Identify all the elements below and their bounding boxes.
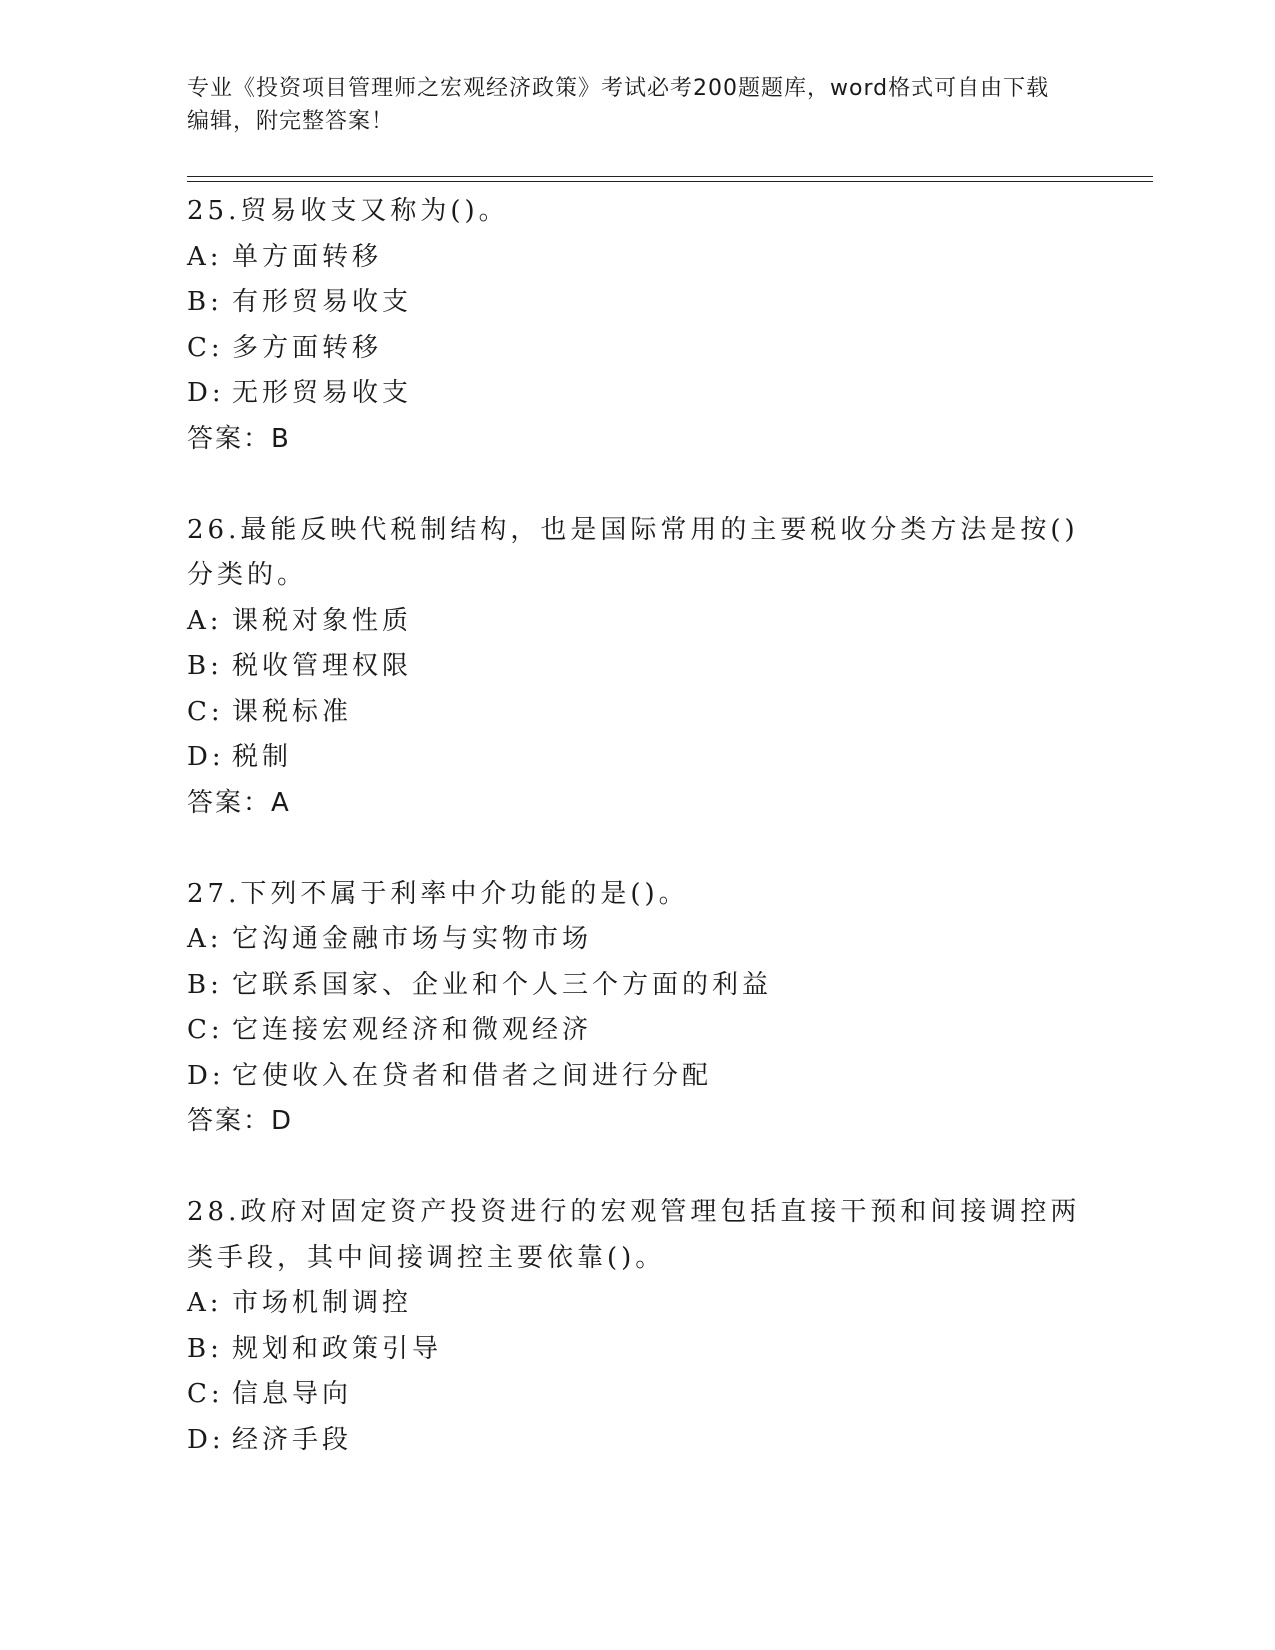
answer-line: 答案：D (187, 1106, 294, 1136)
option-text: 课税对象性质 (232, 605, 413, 636)
option-key: A: (187, 924, 223, 954)
question-block (187, 508, 1087, 827)
option-d (187, 735, 1087, 781)
option-text: 单方面转移 (232, 241, 383, 272)
option-text: 经济手段 (232, 1424, 353, 1455)
option-a (187, 599, 1087, 645)
question-list (187, 189, 1087, 1463)
question-text: 28.政府对固定资产投资进行的宏观管理包括直接干预和间接调控两类手段，其中间接调控主要依靠()。 (187, 1197, 1081, 1273)
option-d (187, 1418, 1087, 1464)
document-header: 专业《投资项目管理师之宏观经济政策》考试必考200题题库，word格式可自由下载编辑，附完整答案！ (187, 76, 1050, 134)
option-key: C: (187, 1379, 224, 1409)
option-key: C: (187, 332, 224, 363)
question-block (187, 189, 1087, 462)
option-b (187, 963, 1087, 1009)
option-a (187, 235, 1087, 281)
option-c (187, 1008, 1087, 1054)
option-key: B: (187, 651, 223, 681)
option-key: A: (187, 1288, 223, 1318)
option-text: 规划和政策引导 (232, 1333, 443, 1364)
option-text: 税制 (232, 742, 293, 772)
option-key: B: (187, 1333, 223, 1364)
option-text: 税收管理权限 (232, 651, 413, 681)
option-a (187, 917, 1087, 963)
header-divider-top (187, 176, 1153, 177)
option-b (187, 644, 1087, 690)
option-b (187, 280, 1087, 326)
option-text: 它使收入在贷者和借者之间进行分配 (232, 1060, 713, 1091)
option-text: 它联系国家、企业和个人三个方面的利益 (232, 969, 773, 1000)
header-divider-bottom (187, 181, 1153, 182)
option-d (187, 371, 1087, 417)
option-text: 无形贸易收支 (232, 378, 413, 408)
option-text: 它连接宏观经济和微观经济 (232, 1015, 593, 1045)
option-text: 多方面转移 (232, 332, 383, 363)
option-b (187, 1327, 1087, 1373)
question-block (187, 872, 1087, 1145)
answer-line: 答案：B (187, 423, 291, 454)
question-text: 27.下列不属于利率中介功能的是()。 (187, 878, 689, 909)
option-key: C: (187, 696, 224, 727)
option-text: 市场机制调控 (232, 1288, 413, 1318)
option-c (187, 326, 1087, 372)
option-key: B: (187, 287, 223, 317)
option-key: D: (187, 378, 225, 408)
option-text: 课税标准 (232, 696, 353, 727)
option-key: C: (187, 1015, 224, 1045)
option-c (187, 690, 1087, 736)
option-key: A: (187, 241, 223, 272)
option-c (187, 1372, 1087, 1418)
option-key: D: (187, 1060, 225, 1091)
answer-line: 答案：A (187, 787, 291, 818)
option-key: D: (187, 1424, 225, 1455)
option-text: 信息导向 (232, 1379, 353, 1409)
option-key: A: (187, 605, 223, 636)
option-text: 有形贸易收支 (232, 287, 413, 317)
option-d (187, 1054, 1087, 1100)
option-a (187, 1281, 1087, 1327)
option-key: D: (187, 742, 225, 772)
question-text: 26.最能反映代税制结构，也是国际常用的主要税收分类方法是按()分类的。 (187, 514, 1079, 590)
question-block (187, 1190, 1087, 1463)
question-text: 25.贸易收支又称为()。 (187, 196, 509, 226)
option-key: B: (187, 969, 223, 1000)
option-text: 它沟通金融市场与实物市场 (232, 924, 593, 954)
